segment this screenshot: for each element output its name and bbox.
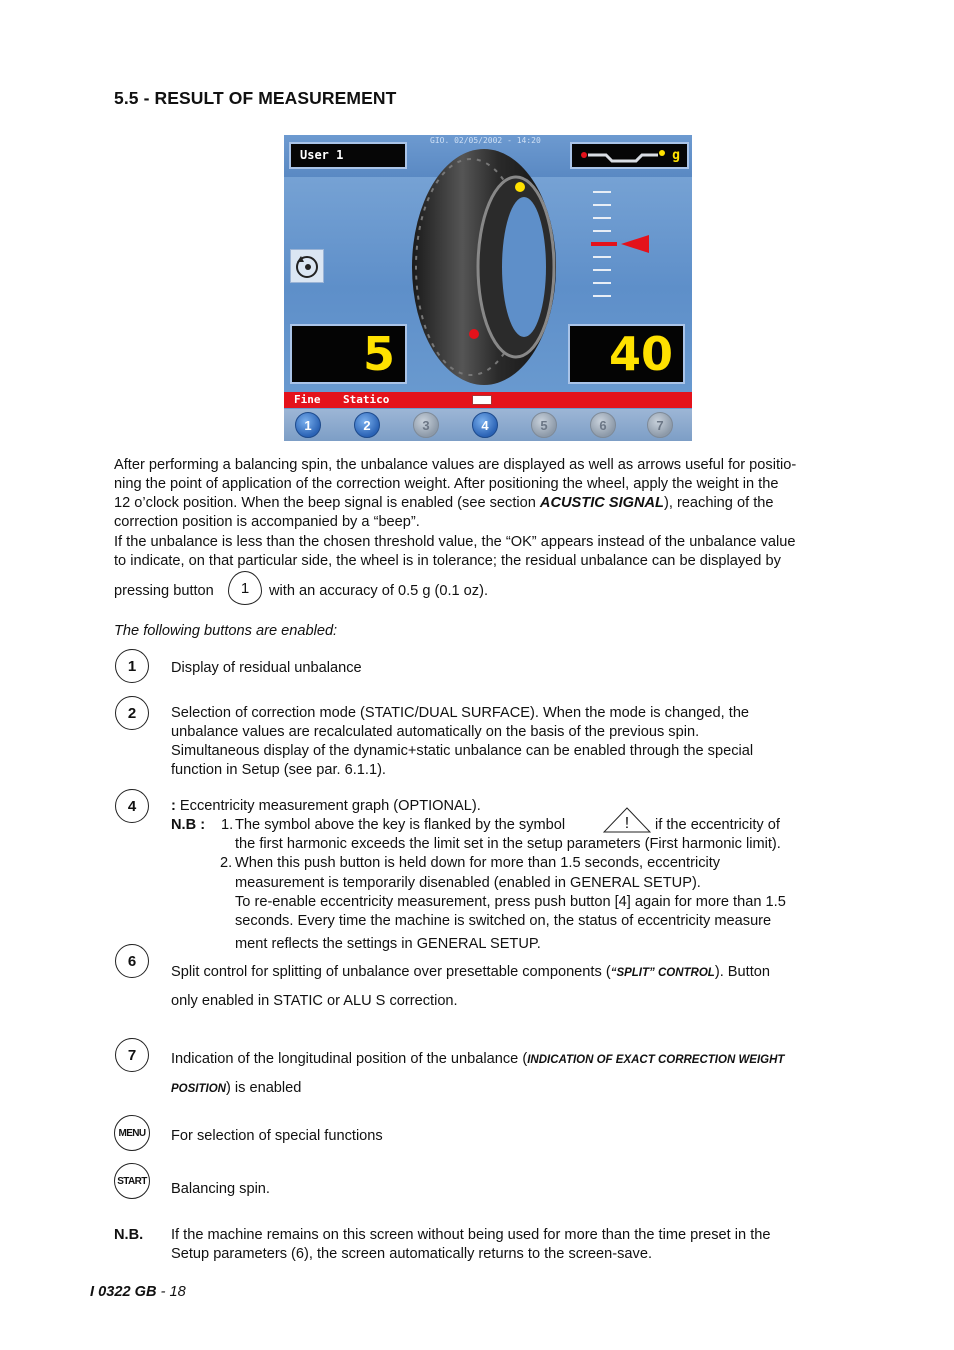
key-2-line-3: Simultaneous display of the dynamic+static unbalance can be enabled through the special [171,743,754,759]
screen-button-3[interactable]: 3 [413,412,439,438]
right-unbalance-display: 40 [568,324,685,384]
menu-key-icon: MENU [114,1115,150,1151]
key-6-line-2: only enabled in STATIC or ALU S correction. [171,993,458,1009]
intro-line-6: to indicate, on that particular side, the wheel is in tolerance; the residual unbalance can be displayed by [114,553,781,569]
key-4-n1a: The symbol above the key is flanked by the symbol [235,817,566,833]
rotation-icon [290,249,324,283]
key-4-n2b: measurement is temporarily disenabled (enabled in GENERAL SETUP). [235,875,701,891]
key-1-text: Display of residual unbalance [171,660,362,676]
key-4-n2a: When this push button is held down for more than 1.5 seconds, eccentricity [235,855,721,871]
key-4-icon: 4 [115,789,149,823]
key-4-n2e: ment reflects the settings in GENERAL SETUP. [235,936,541,952]
intro-line-2: ning the point of application of the correction weight. After positioning the wheel, apply the weight in the [114,476,779,492]
key-4-n1-num: 1. [221,817,234,833]
start-key-text: Balancing spin. [171,1181,270,1197]
intro-line-7b: with an accuracy of 0.5 g (0.1 oz). [269,583,489,599]
datetime-label: GIO. 02/05/2002 - 14:20 [430,136,541,145]
intro-line-7a: pressing button [114,583,214,599]
key-2-line-2: unbalance values are recalculated automatically on the basis of the previous spin. [171,724,700,740]
left-unbalance-display: 5 [290,324,407,384]
key-6-icon: 6 [115,944,149,978]
enabled-label: The following buttons are enabled: [114,623,338,639]
screen-button-1[interactable]: 1 [295,412,321,438]
key-4-n2d: seconds. Every time the machine is switched on, the status of eccentricity measure [235,913,772,929]
status-mode: Statico [343,393,390,406]
start-key-icon: START [114,1163,150,1199]
screen-button-2[interactable]: 2 [354,412,380,438]
nb-label: N.B. [114,1227,144,1243]
key-4-n2c: To re-enable eccentricity measurement, press push button [4] again for more than 1.5 [235,894,786,910]
screen-button-6[interactable]: 6 [590,412,616,438]
key-4-n1c: the first harmonic exceeds the limit set in the setup parameters (First harmonic limit). [235,836,781,852]
key-7-line-2: POSITION) is enabled [171,1080,302,1096]
inline-key-1-icon: 1 [228,571,262,605]
page-footer: I 0322 GB - 18 [90,1284,186,1300]
section-heading: 5.5 - RESULT OF MEASUREMENT [114,88,397,108]
intro-line-5: If the unbalance is less than the chosen threshold value, the “OK” appears instead of the unbalance value [114,534,796,550]
key-2-icon: 2 [115,696,149,730]
split-icon [472,395,492,405]
nb-line-2: Setup parameters (6), the screen automatically returns to the screen-save. [171,1246,653,1262]
intro-line-1: After performing a balancing spin, the unbalance values are displayed as well as arrows useful for positio- [114,457,797,473]
key-4-line-1: : Eccentricity measurement graph (OPTIONAL). [171,798,481,814]
key-2-line-4: function in Setup (see par. 6.1.1). [171,762,386,778]
status-bar [284,392,692,408]
intro-line-3: 12 o’clock position. When the beep signal is enabled (see section ACUSTIC SIGNAL), reaching of the [114,495,774,511]
screen-button-4[interactable]: 4 [472,412,498,438]
user-label: User 1 [289,142,407,169]
screen-button-5[interactable]: 5 [531,412,557,438]
key-4-n2-num: 2. [220,855,233,871]
status-fine: Fine [294,393,321,406]
warning-triangle-icon [603,807,651,833]
key-7-icon: 7 [115,1038,149,1072]
intro-line-4: correction position is accompanied by a “beep”. [114,514,420,530]
unit-label: g [672,148,680,163]
screen-button-7[interactable]: 7 [647,412,673,438]
key-1-icon: 1 [115,649,149,683]
position-arrow-icon [621,235,649,253]
key-2-line-1: Selection of correction mode (STATIC/DUAL SURFACE). When the mode is changed, the [171,705,750,721]
screen-button-row [284,409,692,441]
warning-mark: ! [624,815,630,832]
nb-line-1: If the machine remains on this screen without being used for more than the time preset in the [171,1227,771,1243]
balancer-screen-image [284,135,692,441]
key-4-n1b: if the eccentricity of [655,817,780,833]
key-7-line-1: Indication of the longitudinal position of the unbalance (INDICATION OF EXACT CORRECTION WEIGHT [171,1051,785,1067]
key-6-line-1: Split control for splitting of unbalance over presettable components (“SPLIT” CONTROL). Button [171,964,770,980]
key-4-nb: N.B : [171,817,206,833]
menu-key-text: For selection of special functions [171,1128,383,1144]
